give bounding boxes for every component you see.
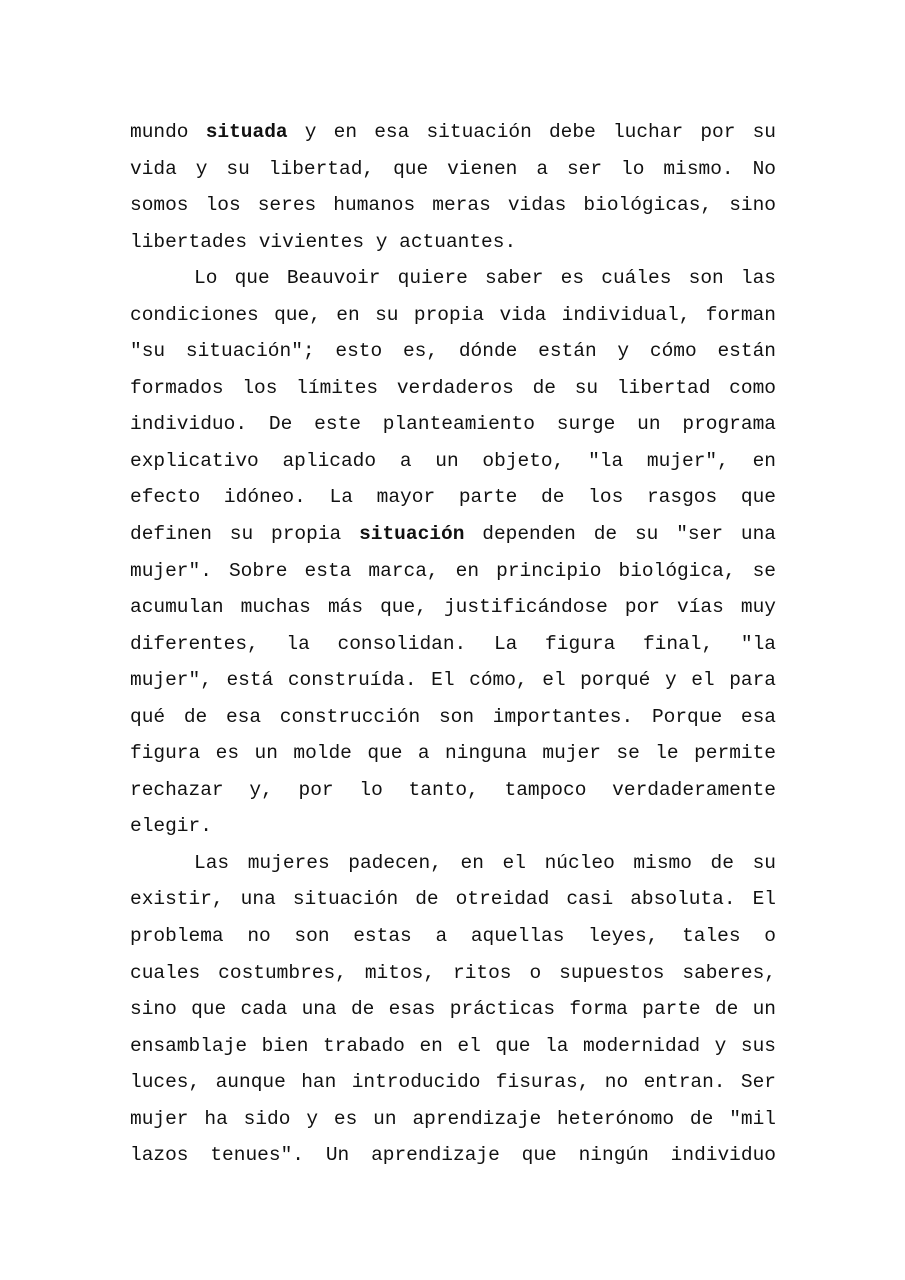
text-line: somos los seres humanos meras vidas biológicas, sino [130, 194, 776, 217]
body-text [130, 114, 776, 1174]
text-line: qué de esa construcción son importantes. Porque esa [130, 705, 776, 728]
text-line: mujer". Sobre esta marca, en principio biológica, se [130, 559, 776, 582]
text-line: sino que cada una de esas prácticas forma parte de un [130, 998, 776, 1021]
text-line: existir, una situación de otreidad casi absoluta. El [130, 888, 776, 911]
paragraph [130, 260, 776, 845]
paragraph [130, 845, 776, 1174]
bold-term: situación [359, 523, 465, 546]
text-line: Las mujeres padecen, en el núcleo mismo de su [194, 851, 776, 874]
text-line: definen su propia situación dependen de su "ser una [130, 523, 776, 546]
text-line: mundo situada y en esa situación debe luchar por su [130, 121, 776, 143]
text-line: diferentes, la consolidan. La figura final, "la [130, 632, 776, 655]
text-line: formados los límites verdaderos de su libertad como [130, 376, 776, 399]
text-line: mujer ha sido y es un aprendizaje heterónomo de "mil [130, 1107, 776, 1130]
text-line: explicativo aplicado a un objeto, "la mujer", en [130, 449, 776, 472]
bold-term: situada [205, 121, 288, 143]
paragraph [130, 114, 776, 260]
text-line: luces, aunque han introducido fisuras, no entran. Ser [130, 1071, 776, 1094]
text-line: acumulan muchas más que, justificándose por vías muy [130, 596, 776, 619]
text-line: individuo. De este planteamiento surge un programa [130, 413, 776, 436]
text-line: efecto idóneo. La mayor parte de los rasgos que [130, 486, 776, 509]
text-line: ensamblaje bien trabado en el que la modernidad y sus [130, 1034, 776, 1057]
text-line: problema no son estas a aquellas leyes, tales o [130, 925, 776, 948]
text-line: Lo que Beauvoir quiere saber es cuáles son las [194, 267, 776, 290]
text-line: mujer", está construída. El cómo, el porqué y el para [130, 669, 776, 692]
text-line: vida y su libertad, que vienen a ser lo mismo. No [130, 157, 776, 180]
text-line: rechazar y, por lo tanto, tampoco verdaderamente [130, 778, 776, 801]
text-line: "su situación"; esto es, dónde están y cómo están [130, 340, 776, 363]
text-line: condiciones que, en su propia vida individual, forman [130, 303, 776, 326]
text-line: cuales costumbres, mitos, ritos o supuestos saberes, [130, 961, 776, 984]
text-line: libertades vivientes y actuantes. [130, 230, 517, 253]
text-line: figura es un molde que a ninguna mujer se le permite [130, 742, 776, 765]
text-line: lazos tenues". Un aprendizaje que ningún individuo [130, 1144, 776, 1167]
text-line: elegir. [130, 815, 212, 838]
